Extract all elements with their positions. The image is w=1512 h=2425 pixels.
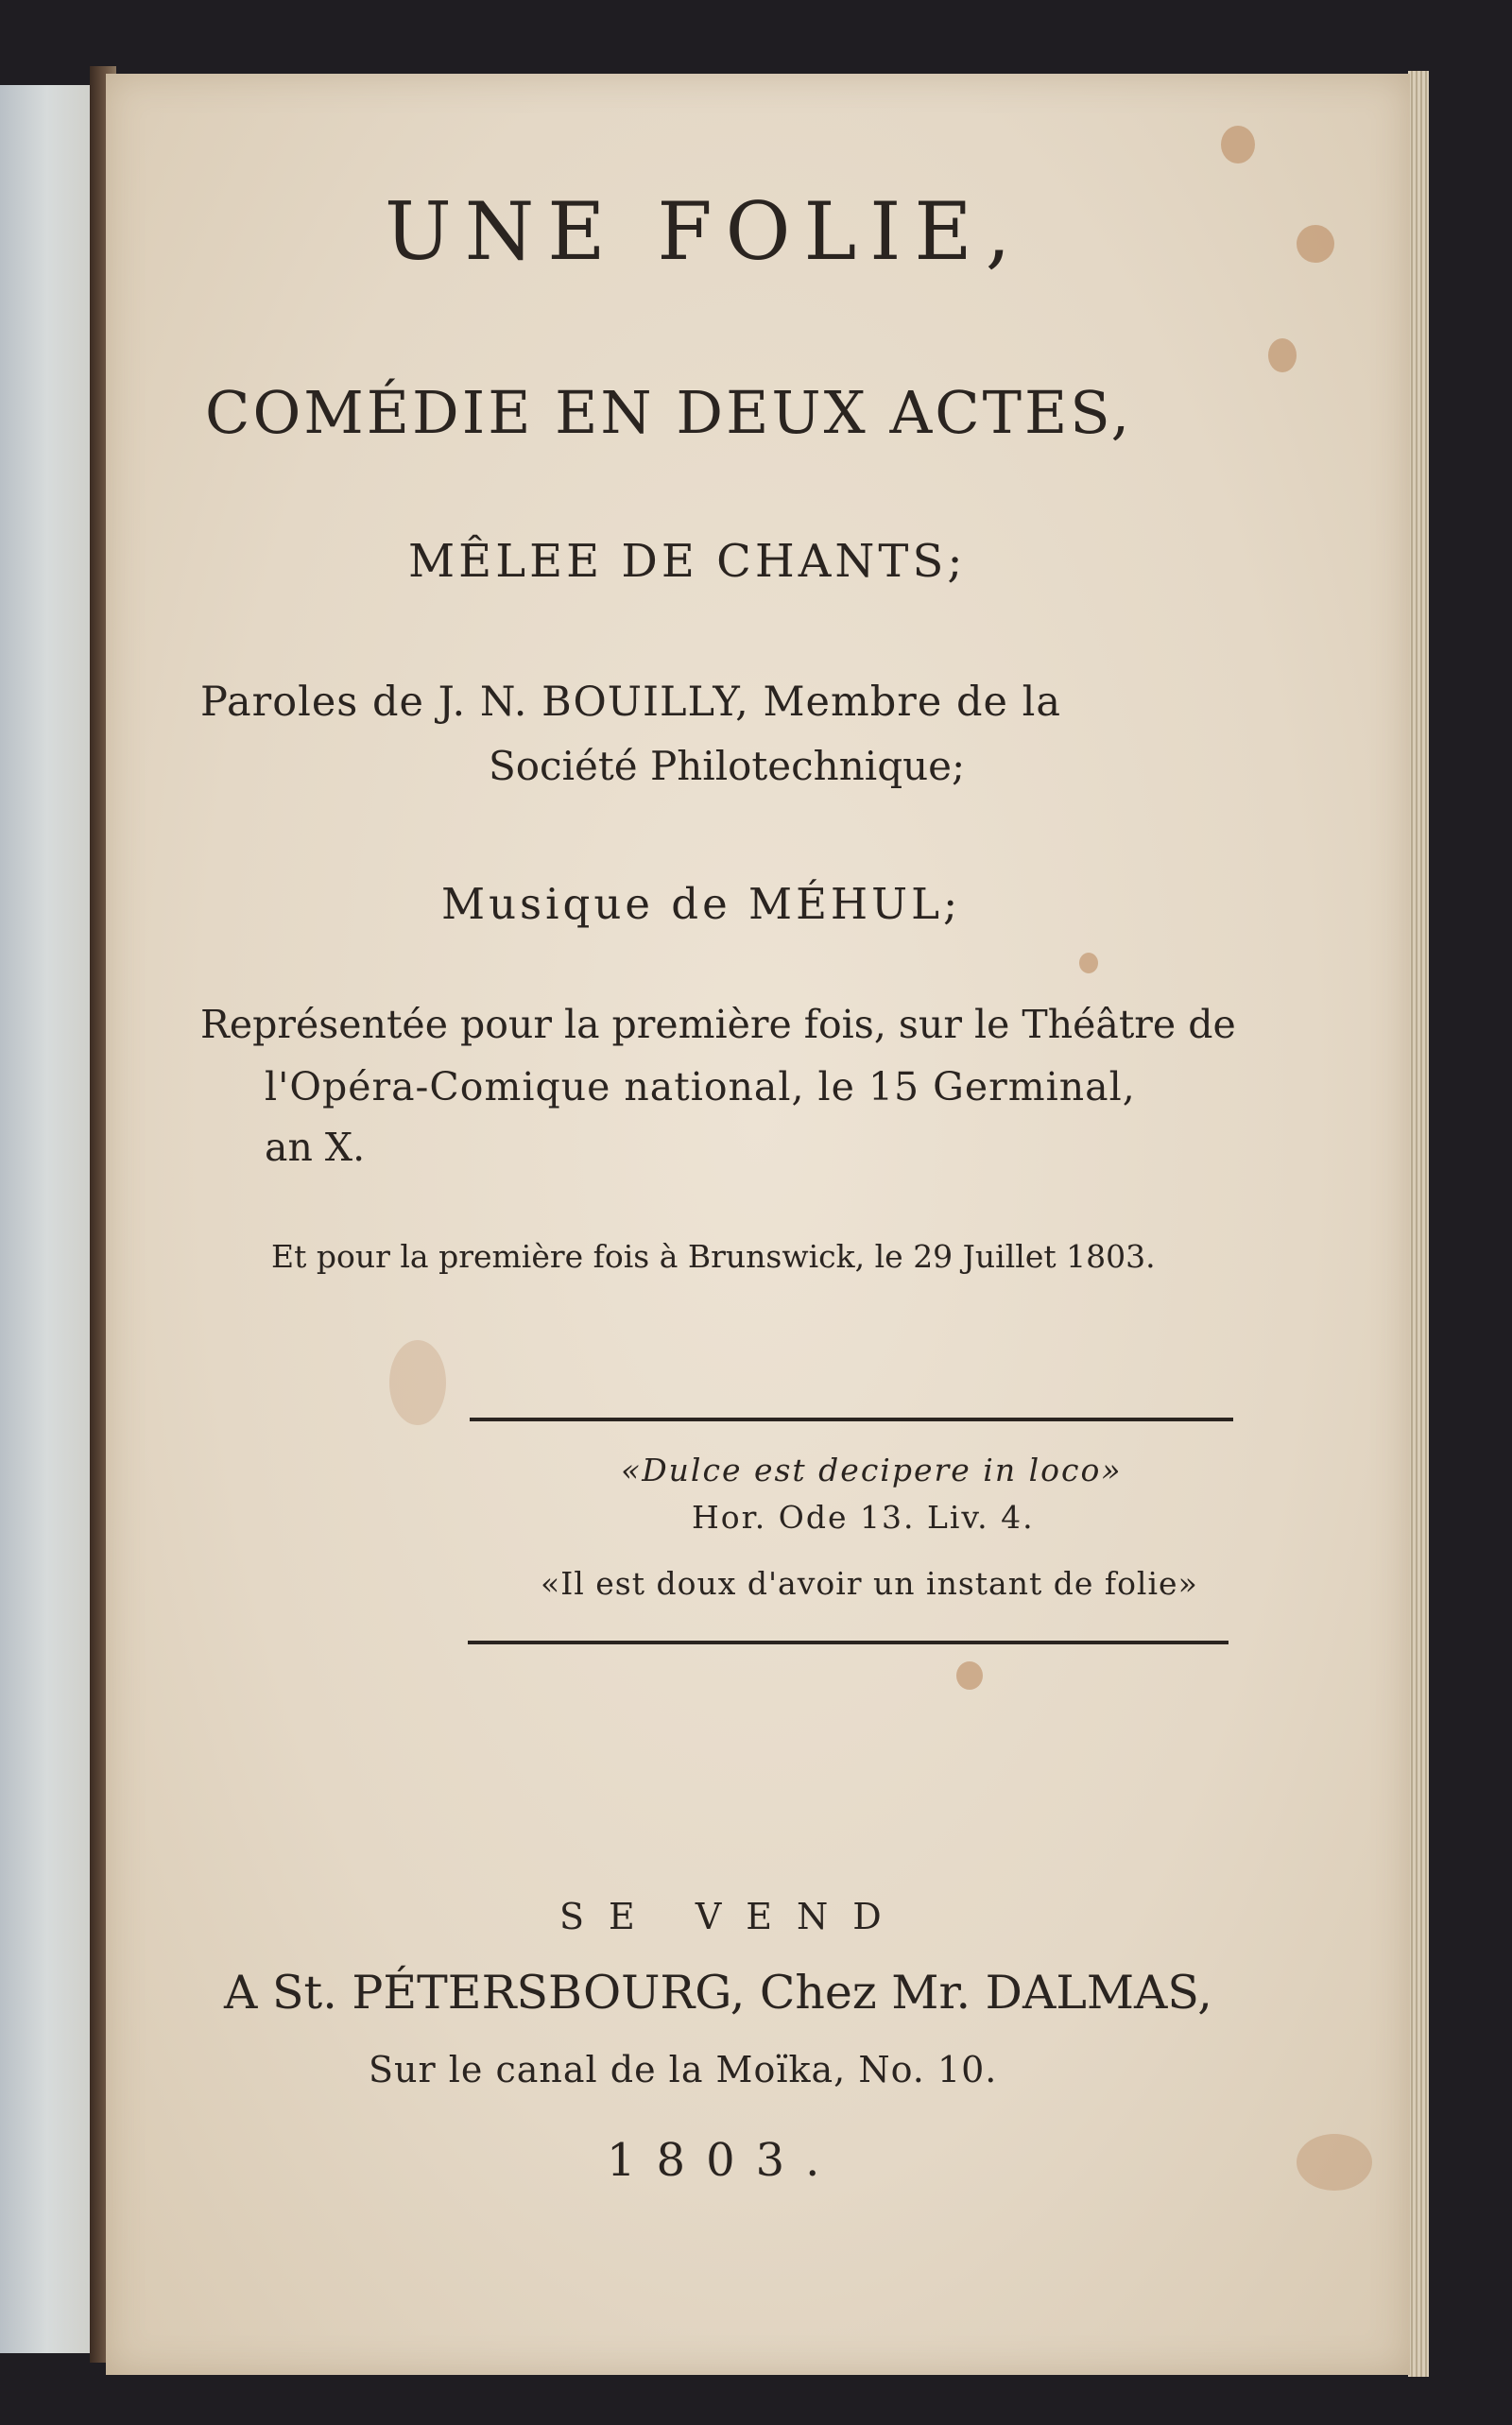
main-title: UNE FOLIE, (385, 185, 1024, 278)
page-edge (1408, 71, 1429, 2377)
words-credit-line1: Paroles de J. N. BOUILLY, Membre de la (200, 679, 1061, 726)
sold-line: SE VEND (559, 1896, 906, 1937)
brunswick-note: Et pour la première fois à Brunswick, le 29 Juillet 1803. (271, 1238, 1156, 1275)
title-page (106, 74, 1410, 2375)
foxing-spot (1297, 225, 1334, 263)
epigraph-french: «Il est doux d'avoir un instant de folie» (541, 1565, 1198, 1602)
performance-line2: l'Opéra-Comique national, le 15 Germinal, (265, 1064, 1136, 1109)
facing-page (0, 85, 97, 2353)
foxing-spot (1268, 338, 1297, 372)
publisher-line: A St. PÉTERSBOURG, Chez Mr. DALMAS, (224, 1966, 1212, 2020)
top-rule (470, 1418, 1233, 1421)
foxing-spot (956, 1661, 983, 1690)
bottom-rule (468, 1641, 1228, 1644)
epigraph-latin: «Dulce est decipere in loco» (621, 1452, 1123, 1488)
foxing-spot (389, 1340, 446, 1425)
foxing-spot (1221, 126, 1255, 163)
epigraph-source: Hor. Ode 13. Liv. 4. (692, 1499, 1035, 1536)
foxing-spot (1079, 953, 1098, 973)
foxing-spot (1297, 2134, 1372, 2191)
subtitle: COMÉDIE EN DEUX ACTES, (205, 378, 1133, 447)
year-line: 1803. (607, 2134, 841, 2187)
performance-line3: an X. (265, 1125, 366, 1170)
performance-line1: Représentée pour la première fois, sur le Théâtre de (200, 1002, 1236, 1047)
music-credit: Musique de MÉHUL; (441, 879, 962, 929)
words-credit-line2: Société Philotechnique; (489, 743, 966, 789)
address-line: Sur le canal de la Moïka, No. 10. (369, 2049, 998, 2090)
genre-line: MÊLEE DE CHANTS; (408, 535, 967, 588)
